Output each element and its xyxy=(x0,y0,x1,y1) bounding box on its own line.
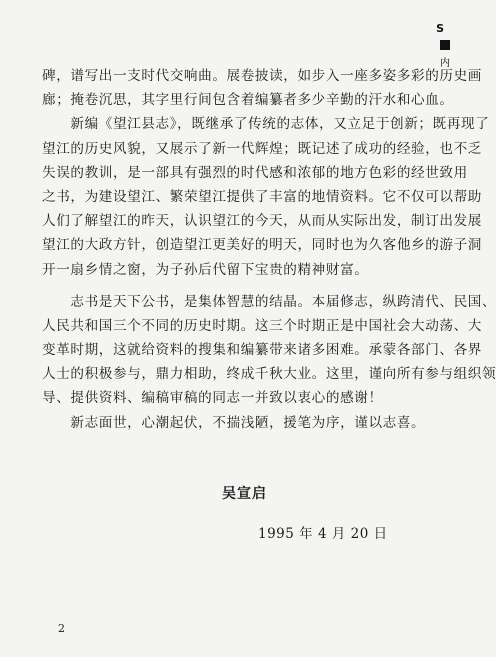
body-line: 新志面世，心潮起伏，不揣浅陋，援笔为序，谨以志喜。 xyxy=(42,414,426,431)
body-line: 廊；掩卷沉思，其字里行间包含着编纂者多少辛勤的汗水和心血。 xyxy=(42,92,454,109)
body-line: 失误的教训，是一部具有强烈的时代感和浓郁的地方色彩的经世致用 xyxy=(42,164,468,181)
body-line: 望江的历史风貌，又展示了新一代辉煌；既记述了成功的经验，也不乏 xyxy=(42,140,483,157)
body-line: 人民共和国三个不同的历史时期。这三个时期正是中国社会大动荡、大 xyxy=(42,317,483,334)
body-line: 望江的大政方针，创造望江更美好的明天，同时也为久客他乡的游子洞 xyxy=(42,237,483,254)
edge-block xyxy=(440,40,450,50)
preface-body xyxy=(42,64,496,435)
body-line: 变革时期，这就给资料的搜集和编纂带来诸多困难。承蒙各部门、各界 xyxy=(42,342,483,359)
body-line: 人士的积极参与，鼎力相助，终成千秋大业。这里，谨向所有参与组织领 xyxy=(42,366,496,383)
edge-letter: S xyxy=(436,22,444,35)
page-edge-mark xyxy=(432,8,450,69)
signer-name: 吴宣启 xyxy=(222,486,267,502)
body-line: 新编《望江县志》，既继承了传统的志体，又立足于创新；既再现了 xyxy=(42,116,490,133)
edge-tail: 内 xyxy=(440,58,450,69)
body-line: 之书，为建设望江、繁荣望江提供了丰富的地情资料。它不仅可以帮助 xyxy=(42,188,483,205)
body-line: 人们了解望江的昨天，认识望江的今天，从而从实际出发，制订出发展 xyxy=(42,213,483,230)
signing-date: 1995 年 4 月 20 日 xyxy=(258,526,388,542)
body-line: 碑，谱写出一支时代交响曲。展卷披读，如步入一座多姿多彩的历史画 xyxy=(42,68,483,84)
body-line: 志书是天下公书，是集体智慧的结晶。本届修志，纵跨清代、民国、 xyxy=(42,293,496,310)
body-line: 开一扇乡情之窗，为子孙后代留下宝贵的精神财富。 xyxy=(42,261,369,278)
page-number: 2 xyxy=(58,622,65,635)
body-line: 导、提供资料、编稿审稿的同志一并致以衷心的感谢！ xyxy=(42,390,383,407)
